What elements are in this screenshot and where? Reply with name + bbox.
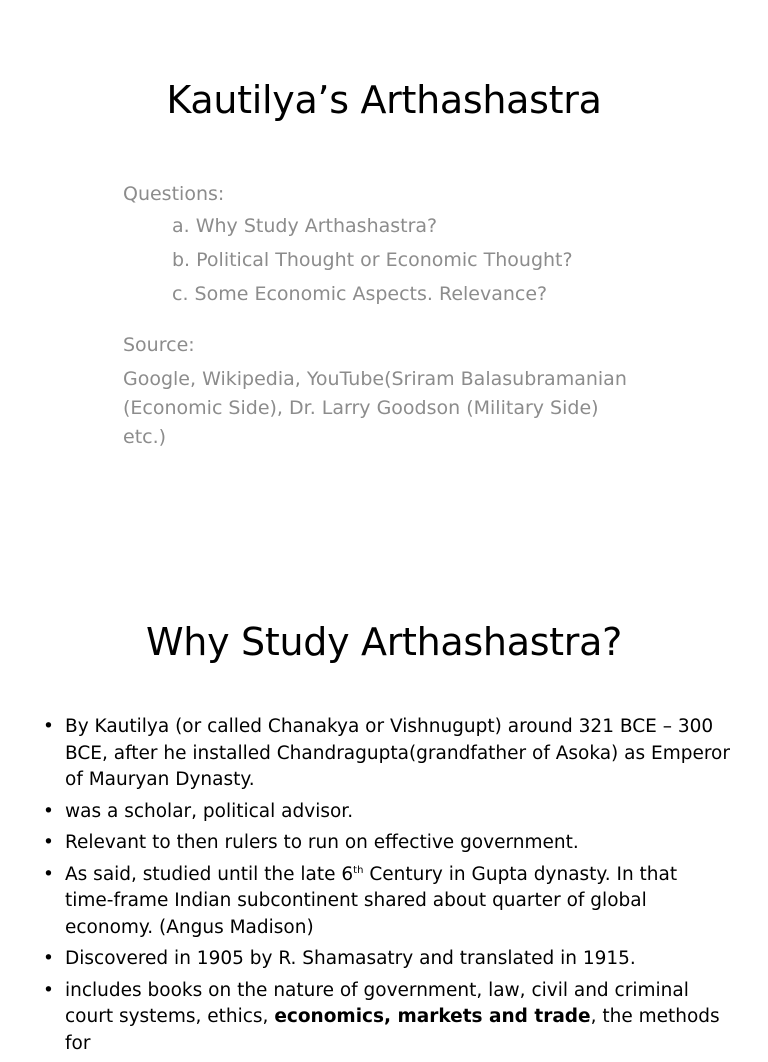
bullet-item — [40, 946, 730, 973]
slide-1 — [0, 0, 768, 512]
bullet-icon: • — [43, 863, 54, 885]
bullet-list — [40, 714, 730, 1062]
bullet-text-part: Century in Gupta dynasty. In that time-frame Indian subcontinent shared about quarter of global economy. (Angus Madison) — [65, 863, 678, 938]
question-item: c. Some Economic Aspects. Relevance? — [172, 283, 548, 305]
source-line: Google, Wikipedia, YouTube(Sriram Balasubramanian — [123, 368, 627, 390]
bullet-item — [40, 799, 730, 826]
source-label: Source: — [123, 334, 195, 356]
source-line: (Economic Side), Dr. Larry Goodson (Military Side) — [123, 397, 599, 419]
bullet-item — [40, 830, 730, 857]
bullet-item — [40, 862, 730, 942]
bullet-text: Discovered in 1905 by R. Shamasatry and translated in 1915. — [65, 948, 636, 969]
superscript: th — [353, 864, 364, 876]
bullet-icon: • — [43, 979, 54, 1001]
bullet-icon: • — [43, 832, 54, 853]
bullet-icon: • — [43, 716, 54, 737]
bullet-text-part: As said, studied until the late 6 — [65, 863, 354, 885]
bold-text: economics, markets and trade — [274, 1006, 591, 1027]
bullet-text — [65, 980, 720, 1054]
bullet-text: Relevant to then rulers to run on effective government. — [65, 832, 579, 853]
bullet-text: was a scholar, political advisor. — [65, 800, 354, 822]
question-item: b. Political Thought or Economic Thought? — [172, 249, 573, 271]
bullet-text: By Kautilya (or called Chanakya or Vishnugupt) around 321 BCE – 300 BCE, after he installed Chandragupta(grandfather of Asoka) as Emperor of Mauryan Dynasty. — [65, 716, 730, 790]
slide-title: Kautilya’s Arthashastra — [166, 78, 602, 122]
bullet-text-part: includes books on the nature of government, law, civil and criminal court systems, ethics, — [65, 979, 689, 1027]
bullet-text — [65, 864, 677, 938]
questions-label: Questions: — [123, 183, 225, 205]
slide-title-2: Why Study Arthashastra? — [146, 620, 622, 664]
question-item: a. Why Study Arthashastra? — [172, 215, 438, 237]
bullet-item — [40, 714, 730, 794]
bullet-text-part: , the methods for — [65, 1006, 720, 1054]
source-line: etc.) — [123, 426, 167, 448]
bullet-item — [40, 978, 730, 1058]
spacer — [123, 311, 683, 331]
slide-body — [123, 180, 683, 452]
bullet-icon: • — [43, 800, 54, 822]
bullet-icon: • — [43, 948, 54, 969]
